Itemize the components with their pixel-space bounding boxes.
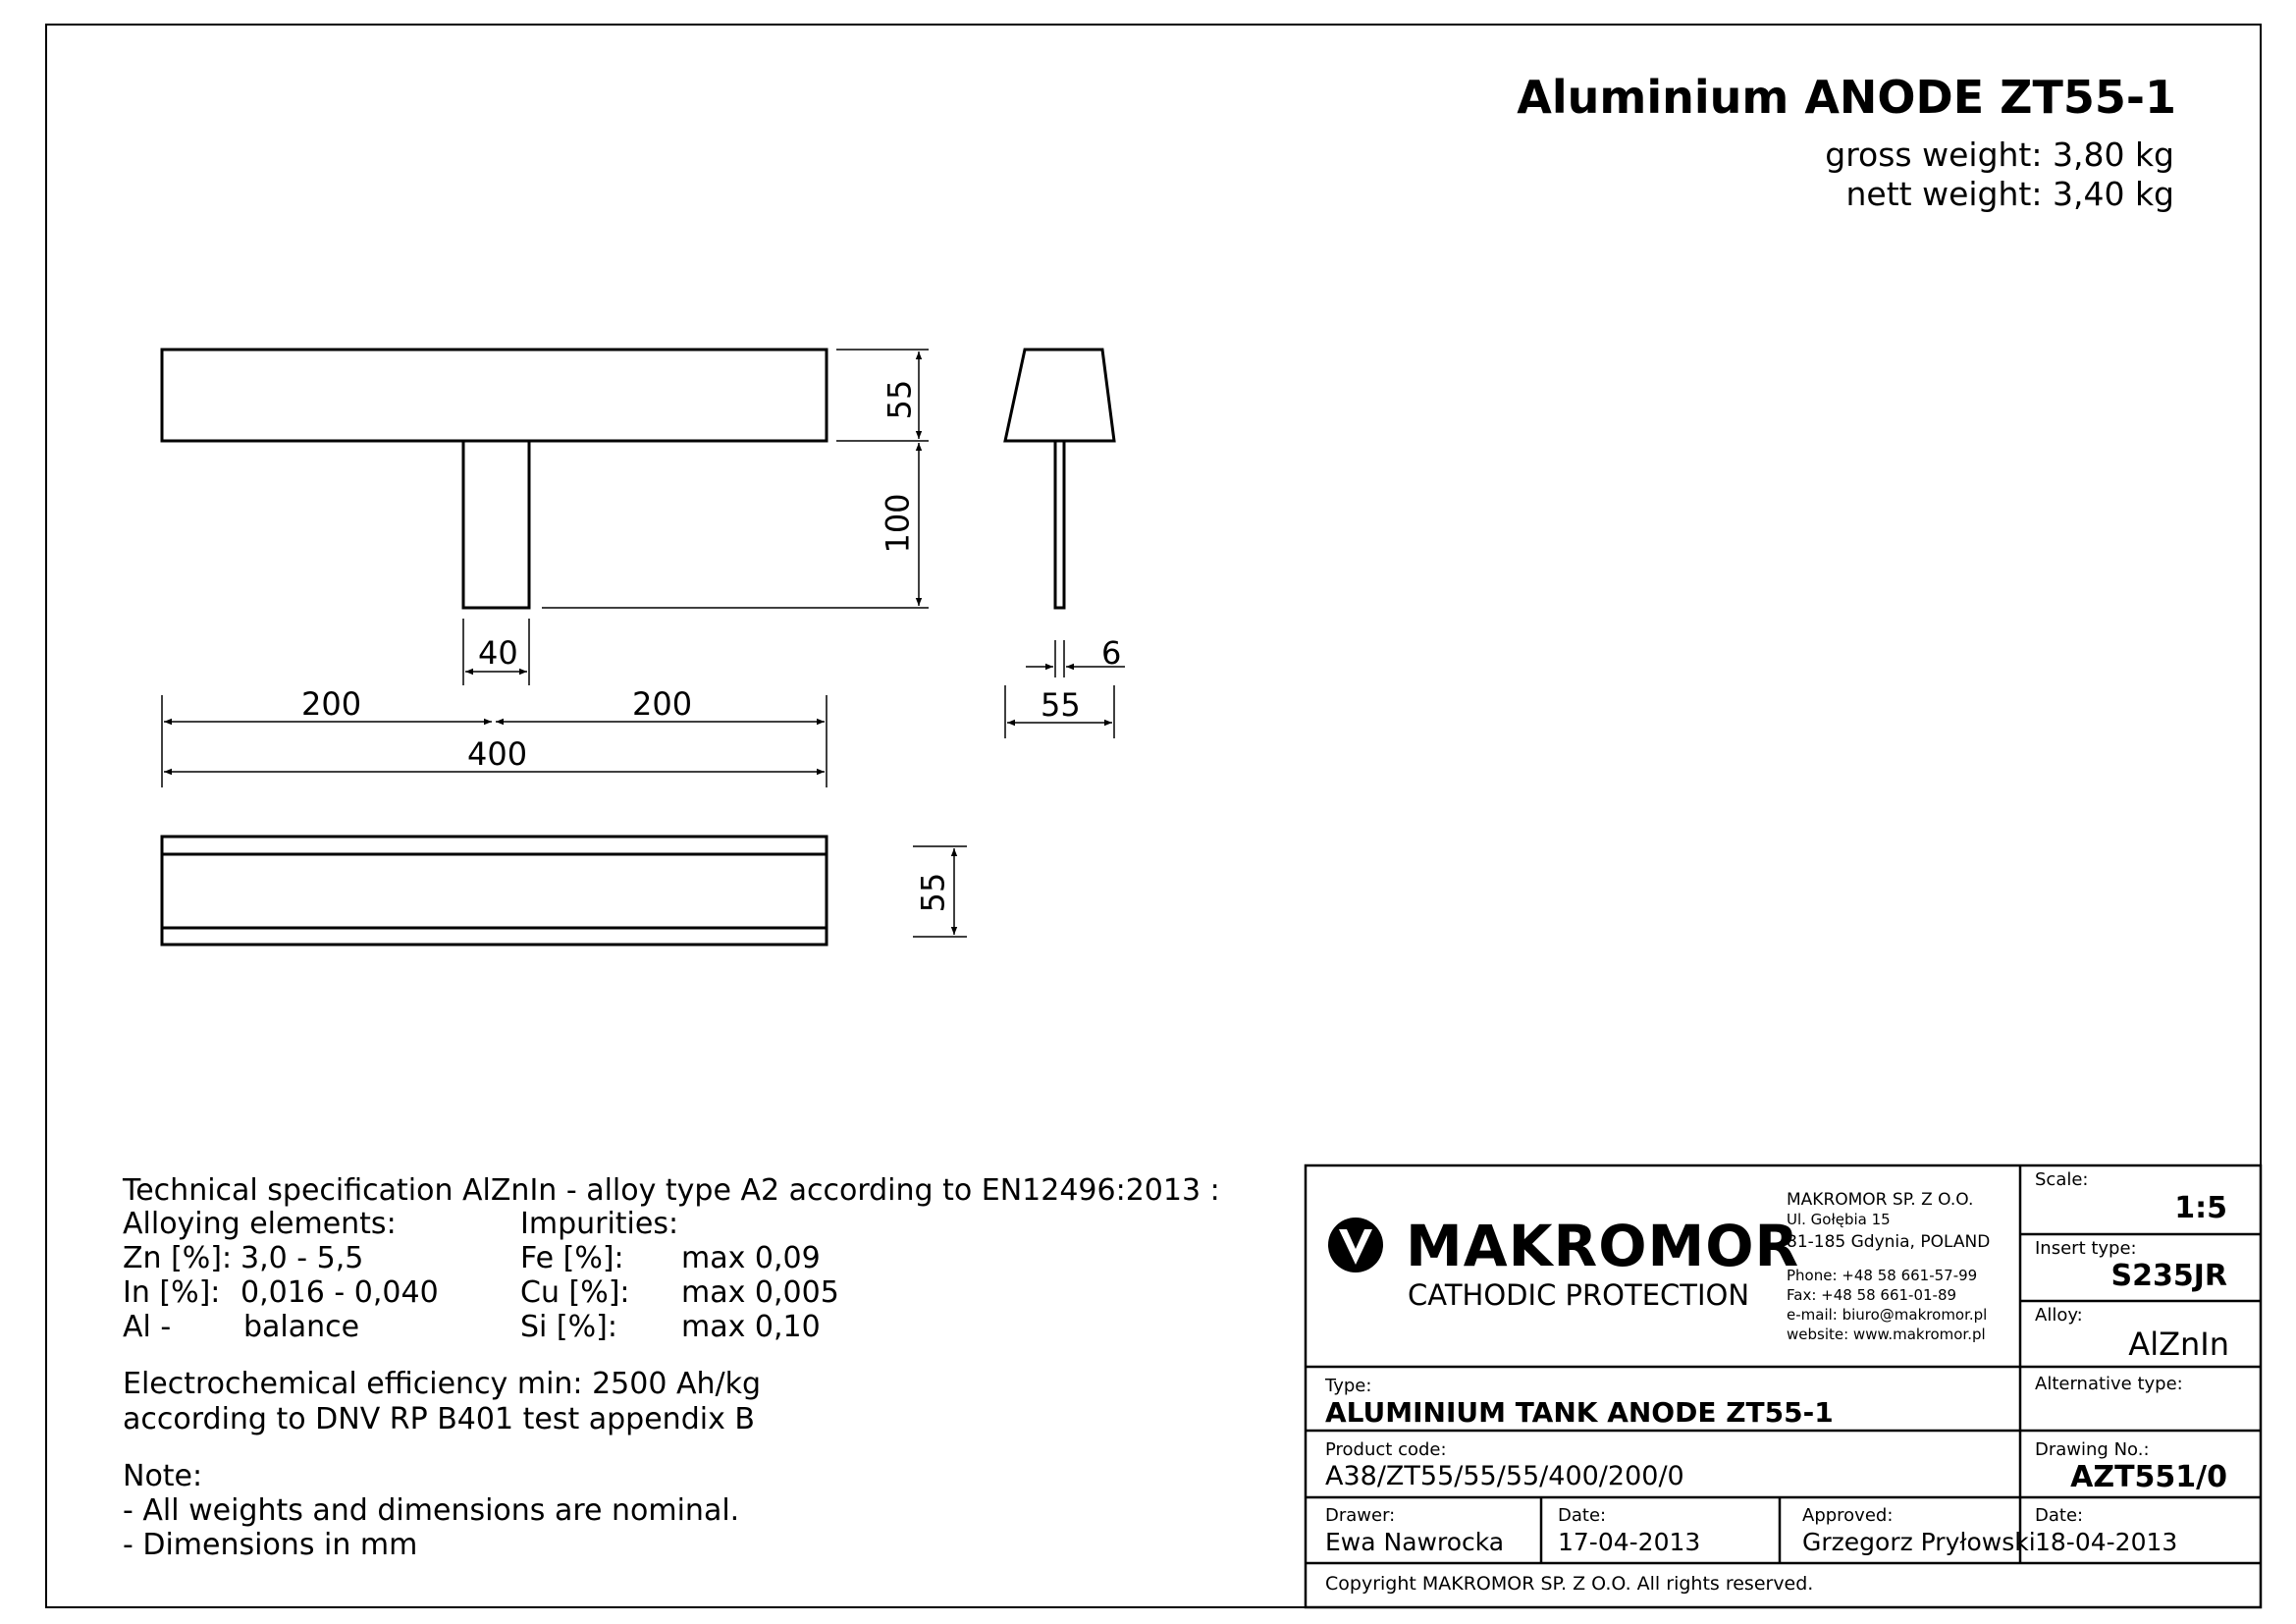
alloy-value: 0,016 - 0,040 bbox=[240, 1275, 439, 1310]
company-email: e-mail: biuro@makromor.pl bbox=[1787, 1306, 1988, 1324]
alloy-element: In [%]: bbox=[123, 1275, 221, 1310]
nett-weight: nett weight: 3,40 kg bbox=[1845, 175, 2174, 213]
product-code-value: A38/ZT55/55/55/400/200/0 bbox=[1325, 1461, 1684, 1491]
approve-date-value: 18-04-2013 bbox=[2035, 1528, 2178, 1556]
impurity-value: max 0,10 bbox=[681, 1310, 821, 1344]
drawing-number-label: Drawing No.: bbox=[2035, 1439, 2150, 1460]
dim-half-right: 200 bbox=[632, 685, 693, 723]
type-label: Type: bbox=[1325, 1376, 1372, 1396]
bottom-view bbox=[162, 837, 827, 945]
gross-weight: gross weight: 3,80 kg bbox=[1825, 135, 2174, 174]
scale-label: Scale: bbox=[2035, 1169, 2089, 1190]
dim-front-leg-height: 100 bbox=[879, 493, 917, 554]
company-street: Ul. Gołębia 15 bbox=[1787, 1211, 1891, 1228]
brand-subtitle: CATHODIC PROTECTION bbox=[1408, 1278, 1750, 1312]
note-title: Note: bbox=[123, 1459, 203, 1493]
insert-type-value: S235JR bbox=[2110, 1259, 2227, 1293]
note-2: - Dimensions in mm bbox=[123, 1528, 418, 1562]
approved-value: Grzegorz Pryłowski bbox=[1802, 1528, 2036, 1556]
scale-value: 1:5 bbox=[2174, 1191, 2227, 1225]
company-fax: Fax: +48 58 661-01-89 bbox=[1787, 1286, 1957, 1304]
impurities-header: Impurities: bbox=[520, 1207, 679, 1241]
approve-date-label: Date: bbox=[2035, 1505, 2084, 1526]
company-name: MAKROMOR SP. Z O.O. bbox=[1787, 1190, 1974, 1210]
front-view bbox=[162, 350, 827, 608]
alloy-element: Al - bbox=[123, 1310, 172, 1344]
draw-date-value: 17-04-2013 bbox=[1558, 1528, 1701, 1556]
side-view bbox=[1005, 350, 1114, 608]
drawing-title: Aluminium ANODE ZT55-1 bbox=[1517, 71, 2176, 124]
insert-type-label: Insert type: bbox=[2035, 1238, 2137, 1259]
dim-half-left: 200 bbox=[301, 685, 362, 723]
alloying-header: Alloying elements: bbox=[123, 1207, 397, 1241]
impurity-value: max 0,09 bbox=[681, 1241, 821, 1275]
spec-title: Technical specification AlZnIn - alloy type A2 according to EN12496:2013 : bbox=[123, 1173, 1220, 1208]
draw-date-label: Date: bbox=[1558, 1505, 1607, 1526]
alloy-value: balance bbox=[243, 1310, 360, 1344]
company-phone: Phone: +48 58 661-57-99 bbox=[1787, 1267, 1978, 1284]
dim-bottom-height: 55 bbox=[914, 872, 952, 913]
drawer-label: Drawer: bbox=[1325, 1505, 1396, 1526]
product-code-label: Product code: bbox=[1325, 1439, 1447, 1460]
drawing-number-value: AZT551/0 bbox=[2070, 1460, 2227, 1494]
efficiency-line-2: according to DNV RP B401 test appendix B bbox=[123, 1402, 755, 1436]
company-website: website: www.makromor.pl bbox=[1787, 1326, 1986, 1343]
impurity-element: Si [%]: bbox=[520, 1310, 617, 1344]
copyright-notice: Copyright MAKROMOR SP. Z O.O. All rights reserved. bbox=[1325, 1573, 1814, 1595]
front-vertical-dimensions bbox=[542, 350, 929, 608]
dim-side-thickness: 6 bbox=[1101, 634, 1122, 672]
alloy-element: Zn [%]: bbox=[123, 1241, 233, 1275]
company-city: 81-185 Gdynia, POLAND bbox=[1787, 1232, 1991, 1252]
impurity-element: Fe [%]: bbox=[520, 1241, 624, 1275]
makromor-logo bbox=[1328, 1218, 1383, 1272]
alloy-label: Alloy: bbox=[2035, 1305, 2083, 1326]
dim-leg-width: 40 bbox=[478, 634, 518, 672]
impurity-value: max 0,005 bbox=[681, 1275, 839, 1310]
efficiency-line-1: Electrochemical efficiency min: 2500 Ah/kg bbox=[123, 1367, 762, 1401]
approved-label: Approved: bbox=[1802, 1505, 1894, 1526]
dim-total-length: 400 bbox=[467, 735, 528, 773]
type-value: ALUMINIUM TANK ANODE ZT55-1 bbox=[1325, 1396, 1834, 1429]
brand-name: MAKROMOR bbox=[1406, 1213, 1800, 1279]
dim-front-top-height: 55 bbox=[881, 379, 919, 420]
note-1: - All weights and dimensions are nominal. bbox=[123, 1493, 740, 1528]
dim-side-width: 55 bbox=[1041, 686, 1081, 724]
alloy-value: 3,0 - 5,5 bbox=[240, 1241, 364, 1275]
drawer-value: Ewa Nawrocka bbox=[1325, 1528, 1505, 1556]
impurity-element: Cu [%]: bbox=[520, 1275, 630, 1310]
alloy-value: AlZnIn bbox=[2128, 1326, 2229, 1363]
alternative-type-label: Alternative type: bbox=[2035, 1374, 2183, 1394]
